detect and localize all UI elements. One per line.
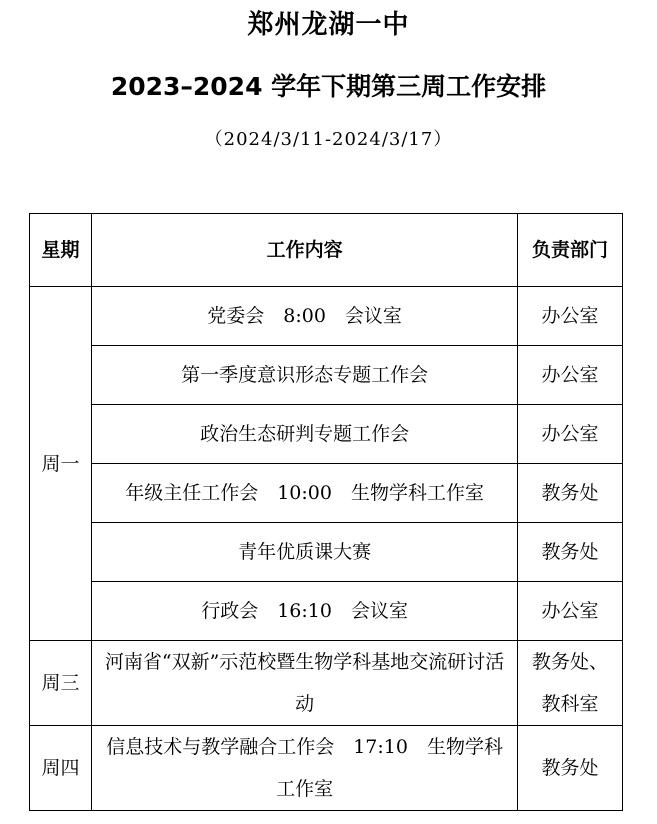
- dept-cell: 教务处: [518, 464, 623, 523]
- table-row: [30, 464, 623, 523]
- table-row: [30, 523, 623, 582]
- column-header-day: 星期: [30, 214, 92, 287]
- dept-cell: 教务处、教科室: [518, 641, 623, 726]
- content-cell: 行政会 16:10 会议室: [92, 582, 518, 641]
- dept-cell: 教务处: [518, 523, 623, 582]
- day-cell-wednesday: 周三: [30, 641, 92, 726]
- table-header-row: [30, 214, 623, 287]
- content-cell: 党委会 8:00 会议室: [92, 287, 518, 346]
- table-row: [30, 287, 623, 346]
- table-row: [30, 726, 623, 811]
- day-cell-thursday: 周四: [30, 726, 92, 811]
- content-cell: 第一季度意识形态专题工作会: [92, 346, 518, 405]
- dept-cell: 办公室: [518, 287, 623, 346]
- table-row: [30, 346, 623, 405]
- column-header-dept: 负责部门: [518, 214, 623, 287]
- table-row: [30, 405, 623, 464]
- content-cell: 青年优质课大赛: [92, 523, 518, 582]
- day-cell-monday: 周一: [30, 287, 92, 641]
- table-row: [30, 641, 623, 726]
- content-cell: 信息技术与教学融合工作会 17:10 生物学科工作室: [92, 726, 518, 811]
- school-name: 郑州龙湖一中: [247, 10, 410, 40]
- dept-cell: 教务处: [518, 726, 623, 811]
- table-row: [30, 582, 623, 641]
- dept-cell: 办公室: [518, 405, 623, 464]
- schedule-table: [29, 213, 623, 811]
- dept-cell: 办公室: [518, 582, 623, 641]
- content-cell: 政治生态研判专题工作会: [92, 405, 518, 464]
- content-cell: 河南省“双新”示范校暨生物学科基地交流研讨活动: [92, 641, 518, 726]
- column-header-content: 工作内容: [92, 214, 518, 287]
- schedule-title: 2023–2024 学年下期第三周工作安排: [110, 72, 547, 101]
- dept-cell: 办公室: [518, 346, 623, 405]
- content-cell: 年级主任工作会 10:00 生物学科工作室: [92, 464, 518, 523]
- date-range: （2024/3/11-2024/3/17）: [204, 129, 453, 150]
